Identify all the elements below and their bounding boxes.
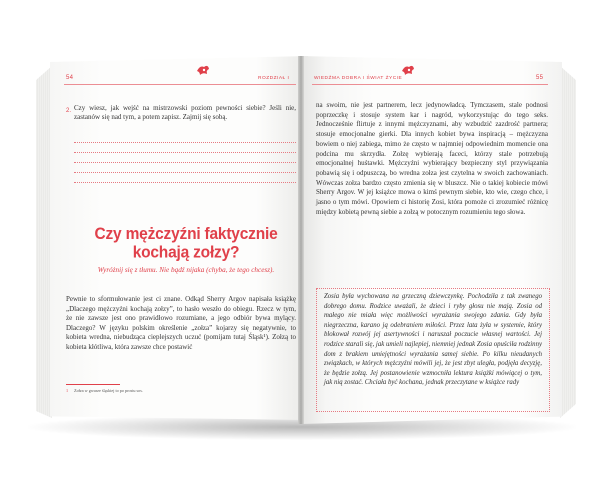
section-title: Czy mężczyźni faktycznie kochają zołzy? bbox=[94, 225, 278, 262]
footnote-rule bbox=[66, 384, 120, 385]
answer-line bbox=[74, 142, 296, 143]
answer-line bbox=[74, 152, 296, 153]
story-box-text: Zosia była wychowana na grzeczną dziewczynkę. Pochodziła z tak zwanego dobrego domu. Rodzice uważali, że dzieci i ryby głosu nie mają. Zosia od małego nie miała więc możliwości wyrażania swojego zdania. Gdy była niegrzeczna, karano ją odebraniem miłości. Przez lata żyła w systemie, który blokował rozwój jej asertywności i naruszał poczucie własnej wartości. Jej rodzice starali się, jak umieli najlepiej, niemniej jednak Zosia opuściła rodzinny dom z brakiem umiejętności wyrażania samej siebie. Po kilku nieudanych związkach, w których mężczyźni mówili jej, że jest zbyt uległa, podjęła decyzję, że będzie zołzą. Jej postanowienie wzmocniła lektura książki mówiącej o tym, jak nią zostać. Chciała być kochana, jednak przeczytane w książce rady bbox=[324, 293, 542, 387]
page-edges-left bbox=[36, 66, 52, 418]
right-running-head: WIEDŹMA DOBRA I ŚWIAT ŻYCIE bbox=[314, 76, 403, 81]
answer-line bbox=[74, 172, 296, 173]
exercise-number: 2. bbox=[66, 108, 72, 114]
footnote-number: 1 bbox=[66, 388, 69, 393]
witch-logo-icon bbox=[195, 63, 211, 77]
footnote-text: Zołza w gwarze śląskiej to po prostu sos. bbox=[74, 388, 143, 393]
exercise-text: Czy wiesz, jak wejść na mistrzowski poziom pewności siebie? Jeśli nie, zastanów się nad tym, a potem zapisz. Zajmij się sobą. bbox=[74, 104, 296, 122]
answer-line bbox=[74, 182, 296, 183]
book-spine bbox=[298, 56, 304, 424]
page-edges-right bbox=[560, 66, 576, 418]
left-page-number: 54 bbox=[66, 75, 74, 81]
right-header-rule bbox=[312, 84, 548, 85]
answer-line bbox=[74, 162, 296, 163]
left-header-rule bbox=[64, 84, 296, 85]
footnote bbox=[66, 388, 266, 393]
section-subtitle: Wyróżnij się z tłumu. Nie bądź nijaka (chyba, że tego chcesz). bbox=[97, 266, 275, 274]
witch-logo-icon bbox=[400, 63, 416, 77]
left-running-head: ROZDZIAŁ I bbox=[258, 76, 290, 81]
right-page-number: 55 bbox=[536, 75, 544, 81]
left-body-text: Pewnie to sformułowanie jest ci znane. Odkąd Sherry Argov napisała książkę „Dlaczego mężczyźni kochają zołzy”, to hasło weszło do obiegu. Rzecz w tym, że nie zawsze jest ono prawidłowo rozumiane, a jego odbiór bywa mylący. Dlaczego? W języku polskim określenie „zołza” kojarzy się negatywnie, to kobieta wredna, niebudząca cieplejszych uczuć (pomijam tutaj Śląsk¹). Zołzą to kobieta kłótliwa, która zawsze chce postawić bbox=[66, 295, 296, 351]
right-body-text: na swoim, nie jest partnerem, lecz jedynowładcą. Tymczasem, stale podnosi poprzeczkę i stosuje system kar i nagród, wykorzystując do tego seks. Jednocześnie flirtuje z innymi mężczyznami, aby wzbudzić zazdrość partnera; stosuje emocjonalne gierki. Dla innych kobiet bywa inspiracją – mężczyzna bowiem o niej zabiega, mimo że często w najmniej odpowiednim momencie ona podcina mu skrzydła. Zołzę wybierają faceci, którzy stale potrzebują emocjonalnej huśtawki. Mężczyźni wybierający bezpieczny styl przywiązania pobawią się i odpuszczą, bo wredna zołza jest czytelna w swoich zachowaniach. Wówczas zołza bardzo często zmienia się w bluszcz. Nie o takiej kobiecie mówi Sherry Argov. W jej książce mowa o kimś pewnym siebie, kto wie, czego chce, i jasno o tym mówi. Opowiem ci historię Zosi, która pomoże ci zrozumieć różnicę między kobietą pewną siebie a zołzą w potocznym rozumieniu tego słowa. bbox=[316, 101, 548, 216]
